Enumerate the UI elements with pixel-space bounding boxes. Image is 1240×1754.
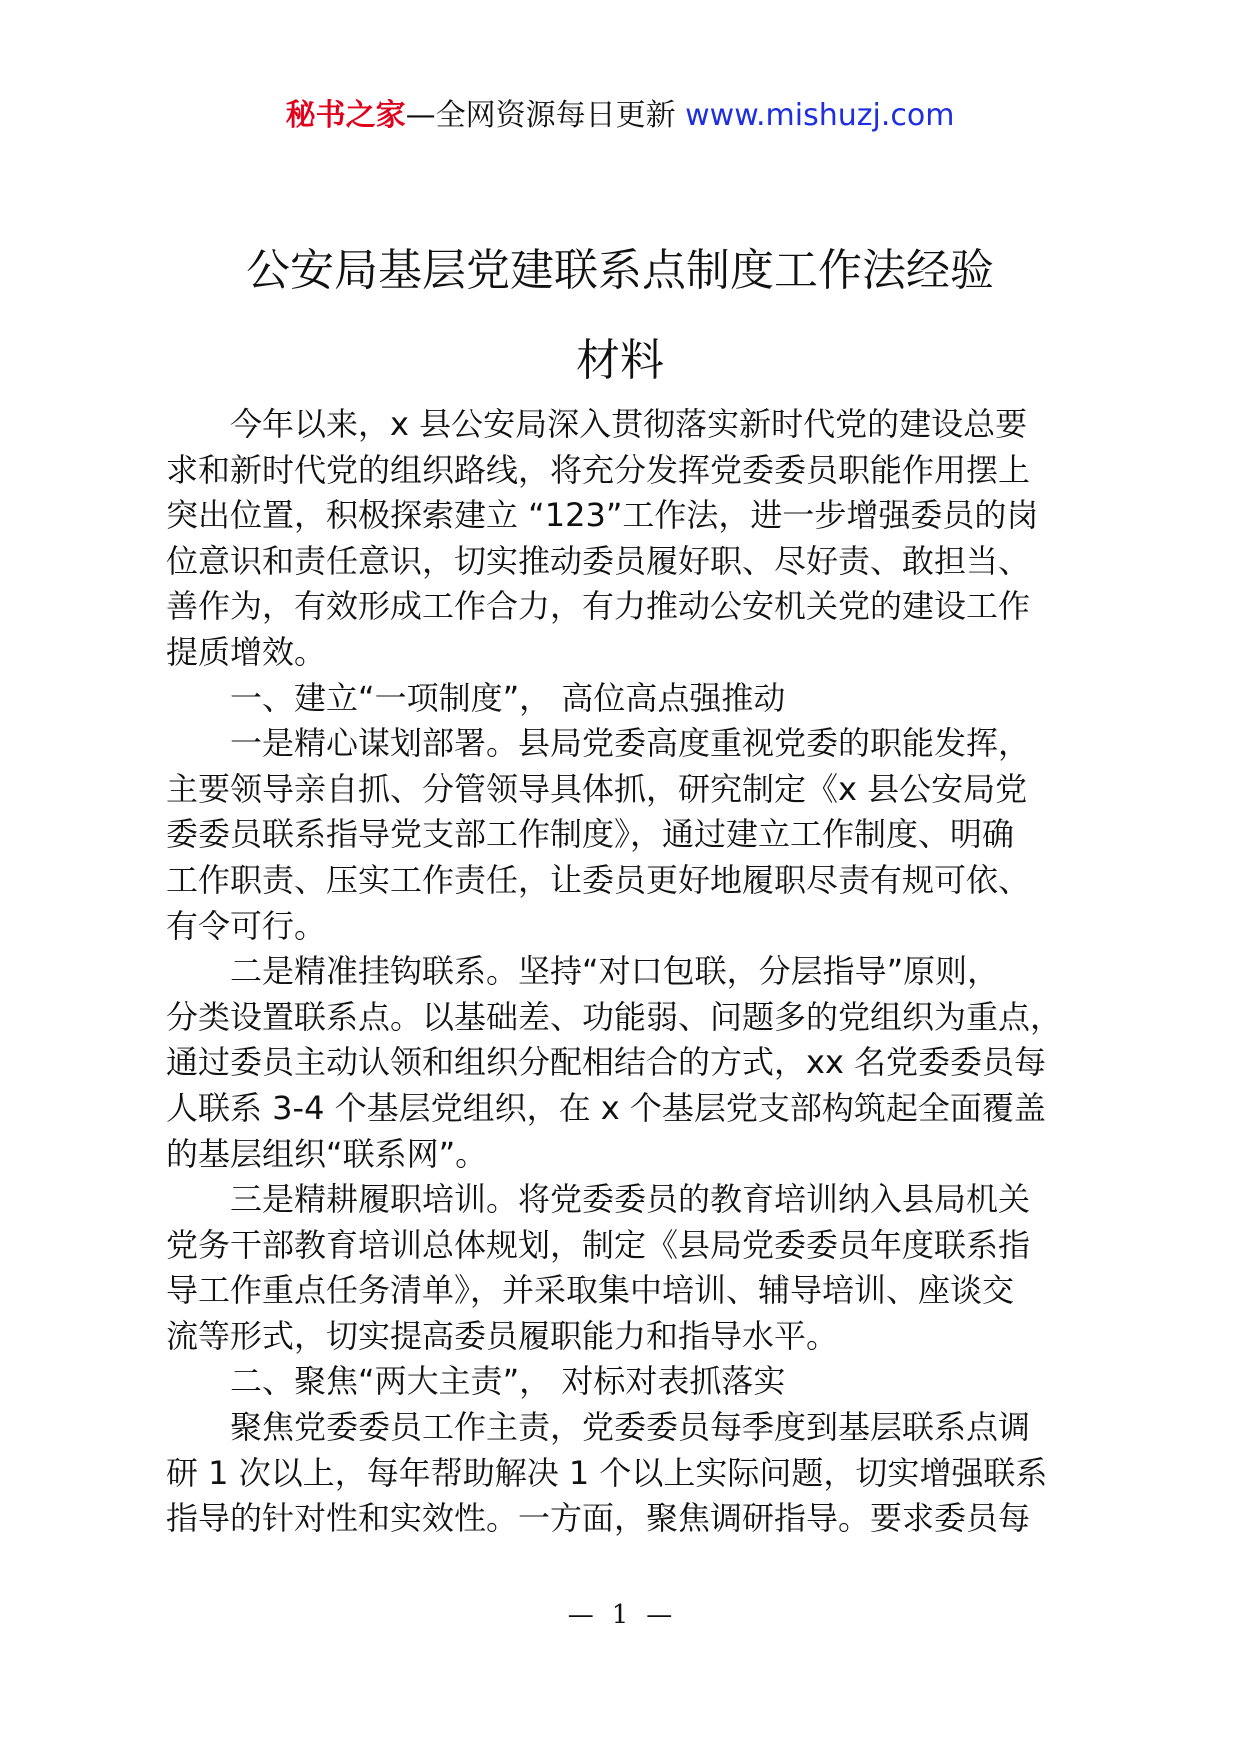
body-text-line: 有令可行。	[166, 906, 327, 945]
body-text-line: 委委员联系指导党支部工作制度》，通过建立工作制度、明确	[166, 815, 1015, 854]
site-url-link[interactable]: www.mishuzj.com	[685, 98, 955, 133]
document-title-line-1: 公安局基层党建联系点制度工作法经验	[246, 245, 994, 296]
page-footer	[0, 1600, 1240, 1630]
banner-dash: —	[405, 98, 436, 133]
body-text-line: 一是精心谋划部署。县局党委高度重视党委的职能发挥，	[230, 724, 1031, 763]
body-text-line: 位意识和责任意识，切实推动委员履好职、尽好责、敢担当、	[166, 541, 1031, 580]
body-text-line: 人联系 3-4 个基层党组织，在 x 个基层党支部构筑起全面覆盖	[166, 1088, 1046, 1127]
body-text-line: 聚焦党委委员工作主责，党委委员每季度到基层联系点调	[230, 1408, 1031, 1447]
body-text-line: 善作为，有效形成工作合力，有力推动公安机关党的建设工作	[166, 587, 1031, 626]
body-text-line: 二是精准挂钩联系。坚持“对口包联，分层指导”原则，	[230, 952, 1000, 991]
body-text-line: 一、建立“一项制度”， 高位高点强推动	[230, 678, 786, 717]
document-body	[166, 402, 1096, 1542]
body-text-line: 提质增效。	[166, 632, 327, 671]
body-text-line: 通过委员主动认领和组织分配相结合的方式，xx 名党委委员每	[166, 1043, 1047, 1082]
body-text-line: 突出位置，积极探索建立 “123”工作法，进一步增强委员的岗	[166, 496, 1039, 535]
body-text-line: 导工作重点任务清单》，并采取集中培训、辅导培训、座谈交	[166, 1271, 1015, 1310]
page-number-dash-left: —	[567, 1600, 594, 1630]
banner-tagline: 全网资源每日更新	[435, 98, 676, 133]
body-text-line: 工作职责、压实工作责任，让委员更好地履职尽责有规可依、	[166, 860, 1031, 899]
page-number-dash-right: —	[646, 1600, 673, 1630]
body-text-line: 流等形式，切实提高委员履职能力和指导水平。	[166, 1316, 839, 1355]
body-text-line: 三是精耕履职培训。将党委委员的教育培训纳入县局机关	[230, 1180, 1031, 1219]
document-title-line-2: 材料	[576, 335, 664, 386]
site-banner	[0, 96, 1240, 136]
body-text-line: 研 1 次以上，每年帮助解决 1 个以上实际问题，切实增强联系	[166, 1453, 1048, 1492]
body-text-line: 求和新时代党的组织路线，将充分发挥党委委员职能作用摆上	[166, 450, 1031, 489]
body-text-line: 主要领导亲自抓、分管领导具体抓，研究制定《x 县公安局党	[166, 769, 1028, 808]
body-text-line: 二、聚焦“两大主责”， 对标对表抓落实	[230, 1362, 786, 1401]
body-text-line: 指导的针对性和实效性。一方面，聚焦调研指导。要求委员每	[166, 1499, 1031, 1538]
body-text-line: 的基层组织“联系网”。	[166, 1134, 488, 1173]
body-text-line: 分类设置联系点。以基础差、功能弱、问题多的党组织为重点，	[166, 997, 1063, 1036]
page-number: 1	[611, 1600, 629, 1630]
body-text-line: 党务干部教育培训总体规划，制定《县局党委委员年度联系指	[166, 1225, 1031, 1264]
body-text-line: 今年以来，x 县公安局深入贯彻落实新时代党的建设总要	[230, 405, 1028, 443]
brand-name: 秘书之家	[285, 98, 406, 133]
